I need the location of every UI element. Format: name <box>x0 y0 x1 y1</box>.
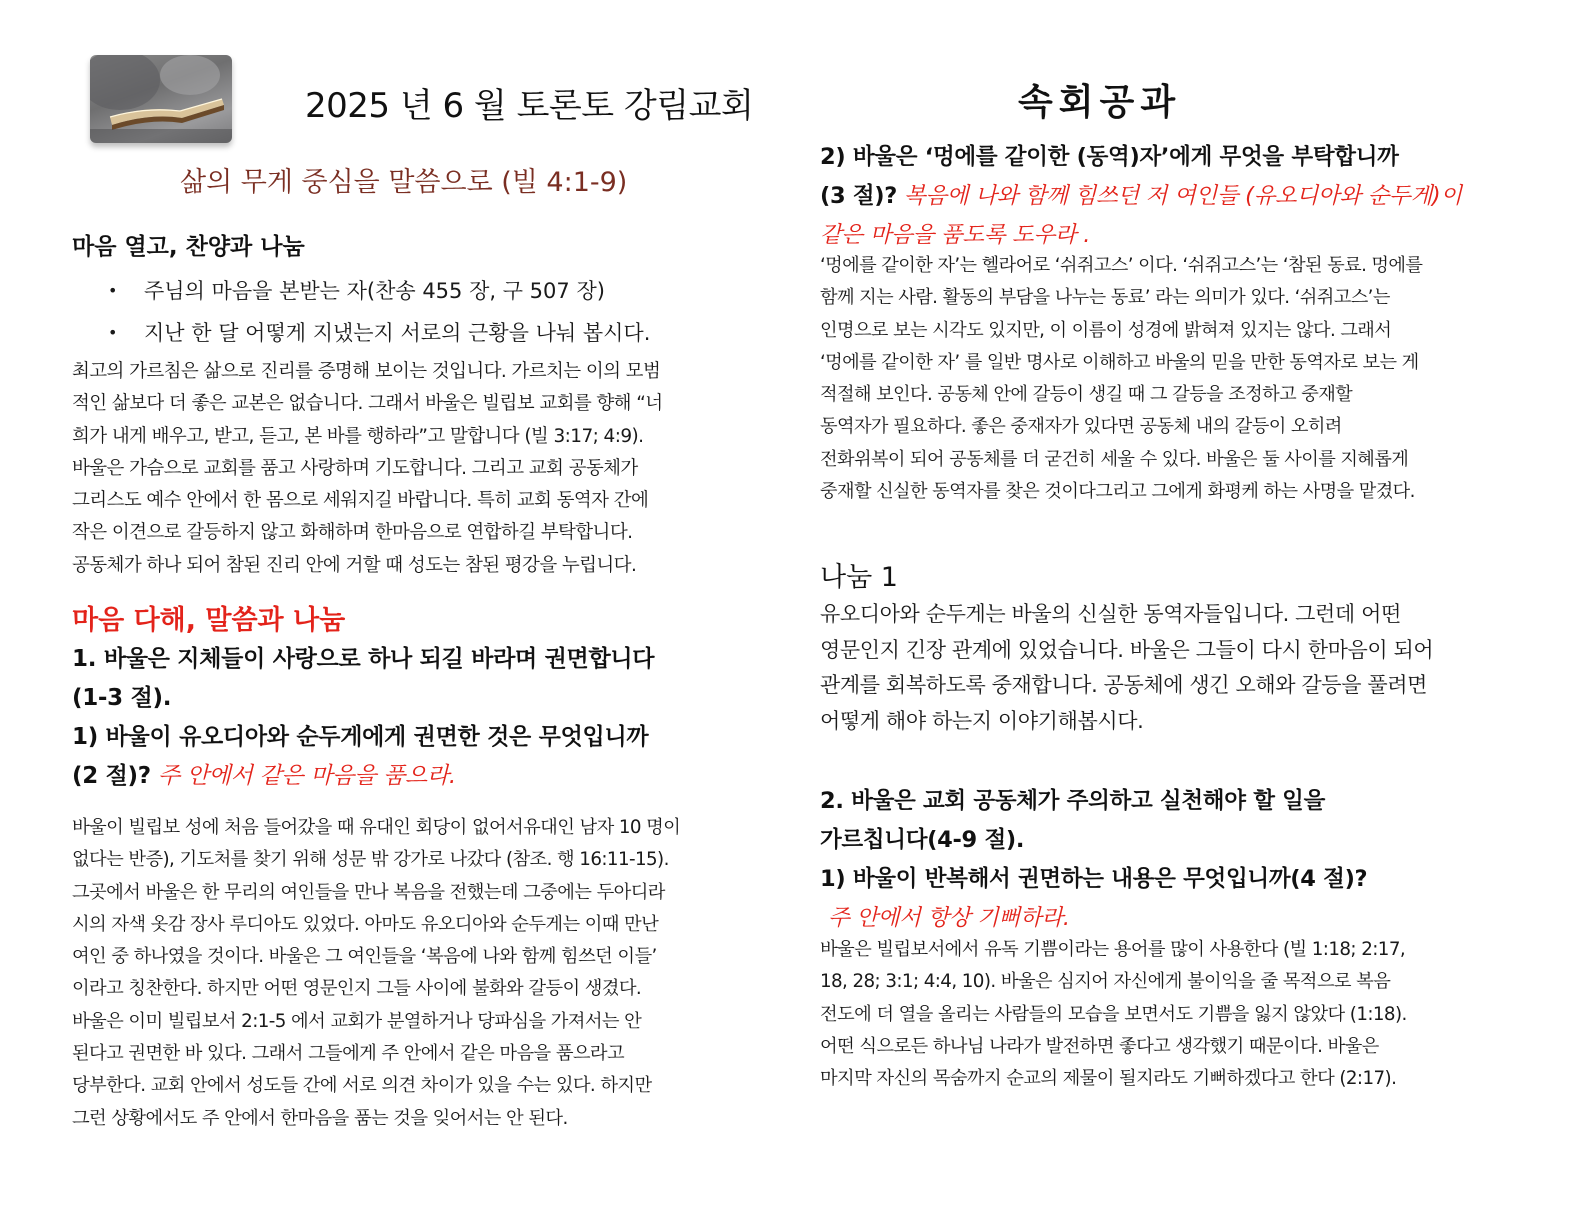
opening-heading: 마음 열고, 찬양과 나눔 <box>72 234 305 260</box>
paragraph-line: 함께 지는 사람. 활동의 부담을 나누는 동료’ 라는 의미가 있다. ‘쉬쥐고스’는 <box>820 287 1390 309</box>
paragraph-line: ‘멍에를 같이한 자’는 헬라어로 ‘쉬쥐고스’ 이다. ‘쉬쥐고스’는 ‘참된 동료. 멍에를 <box>820 255 1423 276</box>
paragraph-line: 18, 28; 3:1; 4:4, 10). 바울은 심지어 자신에게 불이익을 줄 목적으로 복음 <box>820 971 1391 993</box>
paragraph-line: 시의 자색 옷감 장사 루디아도 있었다. 아마도 유오디아와 순두게는 이때 만난 <box>72 913 659 935</box>
paragraph-line: 인명으로 보는 시각도 있지만, 이 이름이 성경에 밝혀져 있지는 않다. 그래서 <box>820 319 1392 341</box>
sharing-1-title: 나눔 1 <box>820 562 898 593</box>
question-2-block <box>820 782 1367 938</box>
question-1-2-paragraph <box>820 250 1422 508</box>
paragraph-line: 그런 상황에서도 주 안에서 한마음을 품는 것을 잊어서는 안 된다. <box>72 1107 568 1129</box>
answer-text: 주 안에서 항상 기뻐하라. <box>828 905 1070 931</box>
paragraph-line: 공동체가 하나 되어 참된 진리 안에 거할 때 성도는 참된 평강을 누립니다. <box>72 554 637 576</box>
open-bible-image <box>90 55 232 143</box>
paragraph-line: 관계를 회복하도록 중재합니다. 공동체에 생긴 오해와 갈등을 풀려면 <box>820 673 1428 697</box>
section-heading: 마음 다해, 말씀과 나눔 <box>72 605 346 636</box>
paragraph-line: 없다는 반증), 기도처를 찾기 위해 성문 밖 강가로 나갔다 (참조. 행 16:11-15). <box>72 849 669 871</box>
sharing-1-paragraph <box>820 597 1433 739</box>
question-1-line: 1. 바울은 지체들이 사랑으로 하나 되길 바라며 권면합니다 <box>72 646 655 672</box>
question-1-1-line: (2 절)? <box>72 763 151 789</box>
opening-bullet-list <box>108 270 650 354</box>
paragraph-line: 이라고 칭찬한다. 하지만 어떤 영문인지 그들 사이에 불화와 갈등이 생겼다. <box>72 978 642 1000</box>
bullet-item: • 지난 한 달 어떻게 지냈는지 서로의 근황을 나눠 봅시다. <box>108 312 650 354</box>
paragraph-line: 적절해 보인다. 공동체 안에 갈등이 생길 때 그 갈등을 조정하고 중재할 <box>820 384 1353 406</box>
paragraph-line: 작은 이견으로 갈등하지 않고 화해하며 한마음으로 연합하길 부탁합니다. <box>72 522 633 544</box>
bullet-item: • 주님의 마음을 본받는 자(찬송 455 장, 구 507 장) <box>108 270 650 312</box>
question-1-2-line: (3 절)? <box>820 183 898 209</box>
question-1-2-block <box>820 138 1462 255</box>
lesson-title: 속회공과 <box>1018 81 1182 123</box>
question-1-block <box>72 640 654 796</box>
question-1-line: (1-3 절). <box>72 685 172 711</box>
paragraph-line: 어떤 식으로든 하나님 나라가 발전하면 좋다고 생각했기 때문이다. 바울은 <box>820 1035 1379 1057</box>
paragraph-line: 동역자가 필요하다. 좋은 중재자가 있다면 공동체 내의 갈등이 오히려 <box>820 416 1342 438</box>
paragraph-line: 된다고 권면한 바 있다. 그래서 그들에게 주 안에서 같은 마음을 품으라고 <box>72 1043 625 1065</box>
answer-text: 주 안에서 같은 마음을 품으라. <box>157 763 456 789</box>
paragraph-line: 바울은 이미 빌립보서 2:1-5 에서 교회가 분열하거나 당파심을 가져서는 안 <box>72 1010 642 1032</box>
paragraph-line: 중재할 신실한 동역자를 찾은 것이다그리고 그에게 화평케 하는 사명을 맡겼다. <box>820 481 1415 503</box>
paragraph-line: 적인 삶보다 더 좋은 교본은 없습니다. 그래서 바울은 빌립보 교회를 향해 “너 <box>72 393 663 415</box>
paragraph-line: 어떻게 해야 하는지 이야기해봅시다. <box>820 708 1144 733</box>
paragraph-line: 마지막 자신의 목숨까지 순교의 제물이 될지라도 기뻐하겠다고 한다 (2:17). <box>820 1068 1397 1090</box>
paragraph-line: 바울이 빌립보 성에 처음 들어갔을 때 유대인 회당이 없어서유대인 남자 10 명이 <box>72 817 681 838</box>
paragraph-line: 유오디아와 순두게는 바울의 신실한 동역자들입니다. 그런데 어떤 <box>820 602 1401 626</box>
paragraph-line: 희가 내게 배우고, 받고, 듣고, 본 바를 행하라”고 말합니다 (빌 3:17; 4:9). <box>72 425 644 447</box>
paragraph-line: 최고의 가르침은 삶으로 진리를 증명해 보이는 것입니다. 가르치는 이의 모범 <box>72 361 661 382</box>
paragraph-line: 바울은 가슴으로 교회를 품고 사랑하며 기도합니다. 그리고 교회 공동체가 <box>72 457 638 479</box>
question-2-1-paragraph <box>820 934 1407 1095</box>
paragraph-line: 전화위복이 되어 공동체를 더 굳건히 세울 수 있다. 바울은 둘 사이를 지혜롭게 <box>820 448 1409 470</box>
question-1-1-line: 1) 바울이 유오디아와 순두게에게 권면한 것은 무엇입니까 <box>72 724 649 750</box>
answer-text: 같은 마음을 품도록 도우라 . <box>820 222 1091 248</box>
question-1-1-paragraph <box>72 812 680 1135</box>
question-2-line: 2. 바울은 교회 공동체가 주의하고 실천해야 할 일을 <box>820 788 1326 814</box>
paragraph-line: 전도에 더 열을 올리는 사람들의 모습을 보면서도 기쁨을 잃지 않았다 (1:18). <box>820 1003 1407 1025</box>
paragraph-line: 영문인지 긴장 관계에 있었습니다. 바울은 그들이 다시 한마음이 되어 <box>820 637 1434 662</box>
paragraph-line: 바울은 빌립보서에서 유독 기쁨이라는 용어를 많이 사용한다 (빌 1:18; 2:17, <box>820 939 1406 960</box>
paragraph-line: 그리스도 예수 안에서 한 몸으로 세워지길 바랍니다. 특히 교회 동역자 간에 <box>72 490 649 512</box>
question-2-line: 가르칩니다(4-9 절). <box>820 827 1025 853</box>
question-1-2-line: 2) 바울은 ‘멍에를 같이한 (동역)자’에게 무엇을 부탁합니까 <box>820 144 1399 170</box>
paragraph-line: 그곳에서 바울은 한 무리의 여인들을 만나 복음을 전했는데 그중에는 두아디라 <box>72 881 665 903</box>
lesson-subtitle: 삶의 무게 중심을 말씀으로 (빌 4:1-9) <box>180 167 628 198</box>
paragraph-line: 여인 중 하나였을 것이다. 바울은 그 여인들을 ‘복음에 나와 함께 힘쓰던 이들’ <box>72 946 657 968</box>
page-title: 2025 년 6 월 토론토 강림교회 <box>305 86 754 126</box>
opening-paragraph <box>72 356 663 582</box>
open-book-icon <box>90 55 232 143</box>
answer-text: 복음에 나와 함께 힘쓰던 저 여인들 (유오디아와 순두게)이 <box>903 183 1462 209</box>
question-2-1-line: 1) 바울이 반복해서 권면하는 내용은 무엇입니까(4 절)? <box>820 866 1368 892</box>
paragraph-line: 당부한다. 교회 안에서 성도들 간에 서로 의견 차이가 있을 수는 있다. 하지만 <box>72 1075 652 1097</box>
paragraph-line: ‘멍에를 같이한 자’ 를 일반 명사로 이해하고 바울의 믿을 만한 동역자로 보는 게 <box>820 351 1419 373</box>
